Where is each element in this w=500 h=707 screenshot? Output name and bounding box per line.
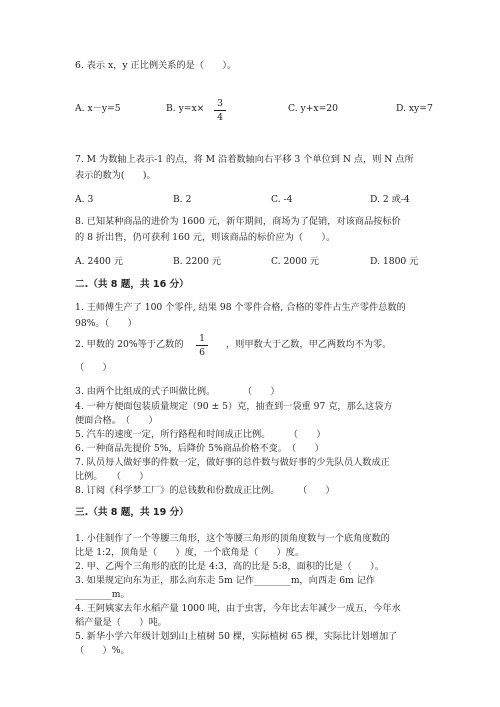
section-2-q1-line-1: 1. 王师傅生产了 100 个零件, 结果 98 个零件合格, 合格的零件占生产零件总数的 [75, 302, 406, 313]
section-3-q4-line-2: 稻产量是（ ）吨。 [75, 617, 167, 628]
section-2-q4-line-2: 便面合格。 （ ） [75, 415, 158, 426]
section-2-q6: 6. 一种商品先提价 5%，后降价 5%商品价格不变。 （ ） [75, 443, 324, 454]
fraction-numerator: 3 [217, 98, 223, 109]
question-7-option-a: A. 3 [75, 194, 94, 205]
question-6-option-b: B. y=x× [166, 103, 205, 114]
fraction-numerator: 1 [199, 333, 205, 344]
question-7-option-c: C. -4 [271, 194, 293, 205]
fraction-denominator: 4 [217, 112, 223, 123]
section-3-q3-line-1: 3. 如果规定向东为正，那么向东走 5m 记作________m，向西走 6m 记作 [75, 575, 376, 586]
question-8-line-2: 的 8 折出售，仍可获利 160 元，则该商品的标价应为（ ）。 [75, 232, 336, 243]
section-2-q8: 8. 订阅《科学梦工厂》的总钱数和份数成正比例。 （ ） [75, 485, 335, 496]
question-7-line-1: 7. M 为数轴上表示-1 的点，将 M 沿着数轴向右平移 3 个单位到 N 点，则 N 点所 [75, 154, 414, 165]
section-3-q4-line-1: 4. 王阿姨家去年水稻产量 1000 吨，由于虫害，今年比去年减少一成五，今年水 [75, 603, 401, 614]
question-6-option-c: C. y+x=20 [288, 103, 339, 114]
section-2-q5: 5. 汽车的速度一定，所行路程和时间成正比例。 （ ） [75, 429, 326, 440]
section-2-q7-line-2: 比例。 （ ） [75, 471, 149, 482]
fraction-denominator: 6 [199, 347, 205, 358]
section-2-q7-line-1: 7. 队员每人做好事的件数一定，做好事的总件数与做好事的少先队员人数成正 [75, 457, 390, 468]
section-2-q2-start: 2. 甲数的 20%等于乙数的 [75, 339, 184, 350]
question-7-line-2: 表示的数为( )。 [75, 170, 156, 181]
fraction-bar [214, 110, 226, 111]
question-8-option-a: A. 2400 元 [75, 256, 123, 267]
question-8-line-1: 8. 已知某种商品的进价为 1600 元，新年期间，商场为了促销，对该商品按标价 [75, 216, 401, 227]
section-3-q1-line-1: 1. 小佳制作了一个等腰三角形，这个等腰三角形的顶角度数与一个底角度数的 [75, 533, 390, 544]
section-3-q5-line-1: 5. 新华小学六年级计划到山上植树 50 棵，实际植树 65 棵，实际比计划增加了 [75, 631, 398, 642]
question-7-option-b: B. 2 [173, 194, 192, 205]
section-3-title: 三.（共 8 题，共 19 分） [75, 507, 189, 518]
section-3-q5-line-2: （ ）%。 [75, 645, 130, 656]
question-8-option-d: D. 1800 元 [370, 256, 419, 267]
fraction-bar [196, 345, 208, 346]
section-2-q4-line-1: 4. 一种方便面包装质量规定（90 ± 5）克，抽查到一袋重 97 克，那么这袋方 [75, 401, 393, 412]
section-2-q2-blank: （ ） [75, 362, 112, 373]
section-3-q1-line-2: 比是 1:2，顶角是（ ）度，一个底角是（ ）度。 [75, 547, 305, 558]
question-8-option-b: B. 2200 元 [173, 256, 222, 267]
section-3-q3-line-2: ________m。 [75, 589, 130, 600]
question-6-stem: 6. 表示 x，y 正比例关系的是（ ）。 [75, 60, 237, 71]
section-3-q2: 2. 甲、乙两个三角形的底的比是 4:3，高的比是 5:8，面积的比是（ ）。 [75, 561, 384, 572]
section-2-q2-end: ，则甲数大于乙数，甲乙两数均不为零。 [226, 339, 392, 350]
question-6-option-a: A. x－y=5 [75, 103, 121, 114]
section-2-q1-line-2: 98%。（ ） [75, 318, 137, 329]
question-7-option-d: D. 2 或-4 [370, 194, 410, 205]
question-6-fraction [214, 98, 226, 123]
section-2-q3: 3. 由两个比组成的式子叫做比例。 （ ） [75, 386, 280, 397]
section-2-title: 二.（共 8 题，共 16 分） [75, 279, 189, 290]
question-8-option-c: C. 2000 元 [271, 256, 320, 267]
question-6-option-d: D. xy=7 [396, 103, 433, 114]
section-2-q2-fraction [196, 333, 208, 358]
